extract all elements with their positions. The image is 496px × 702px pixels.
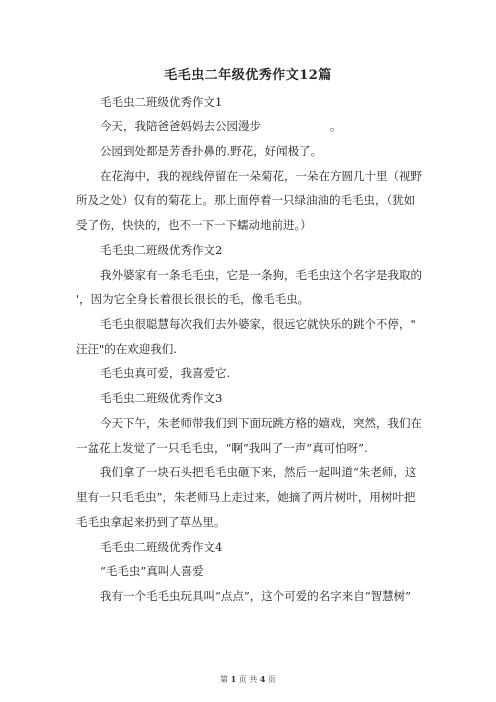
paragraph-line: 受了伤，快快的，也不一下一下蠕动地前进。） xyxy=(76,218,312,232)
heading-essay-3: 毛毛虫二班级优秀作文3 xyxy=(100,391,223,405)
paragraph-line: 我有一个毛毛虫玩具叫“点点”，这个可爱的名字来自“智慧树” xyxy=(100,589,412,603)
paragraph-line: '，因为它全身长着很长很长的毛，像毛毛虫。 xyxy=(76,292,310,306)
footer-page-number: 1 xyxy=(230,674,237,684)
paragraph-line: 公园到处都是芳香扑鼻的.野花，好闻极了。 xyxy=(100,144,323,158)
paragraph-line: 毛毛虫真可爱，我喜爱它. xyxy=(100,366,231,380)
footer-suffix: 页 xyxy=(267,675,276,684)
paragraph-line: 我们拿了一块石头把毛毛虫砸下来，然后一起叫道“朱老师，这 xyxy=(100,465,417,479)
paragraph-line: 一盆花上发觉了一只毛毛虫，“啊”我叫了一声“真可怕呀”. xyxy=(76,441,368,455)
footer-middle: 页 共 xyxy=(238,675,258,684)
page-footer xyxy=(0,674,496,685)
paragraph-line: 里有一只毛毛虫”，朱老师马上走过来，她摘了两片树叶，用树叶把 xyxy=(76,490,416,504)
paragraph-line: “毛毛虫”真叫人喜爱 xyxy=(100,564,204,578)
document-title: 毛毛虫二年级优秀作文12篇 xyxy=(164,68,332,83)
paragraph-line: 所及之处）仅有的菊花上。那上面停着一只绿油油的毛毛虫，（犹如 xyxy=(76,193,416,207)
footer-prefix: 第 xyxy=(220,675,229,684)
paragraph-line: 汪汪"的在欢迎我们. xyxy=(76,342,177,356)
paragraph-line: 今天下午，朱老师带我们到下面玩跳方格的嬉戏，突然，我们在 xyxy=(100,416,422,430)
paragraph-line: 毛毛虫拿起来扔到了草丛里。 xyxy=(76,515,226,529)
heading-essay-2: 毛毛虫二班级优秀作文2 xyxy=(100,243,223,257)
paragraph-line: 我外婆家有一条毛毛虫，它是一条狗，毛毛虫这个名字是我取的 xyxy=(100,268,422,282)
paragraph-line: 今天，我陪爸爸妈妈去公园漫步 。 xyxy=(100,119,342,133)
paragraph-line: 在花海中，我的视线停留在一朵菊花，一朵在方圆几十里（视野 xyxy=(100,169,422,183)
footer-page-total: 4 xyxy=(259,674,266,684)
paragraph-line: 毛毛虫很聪慧每次我们去外婆家，很远它就快乐的跳个不停，" xyxy=(100,317,416,331)
heading-essay-4: 毛毛虫二班级优秀作文4 xyxy=(100,540,223,554)
heading-essay-1: 毛毛虫二班级优秀作文1 xyxy=(100,95,223,109)
